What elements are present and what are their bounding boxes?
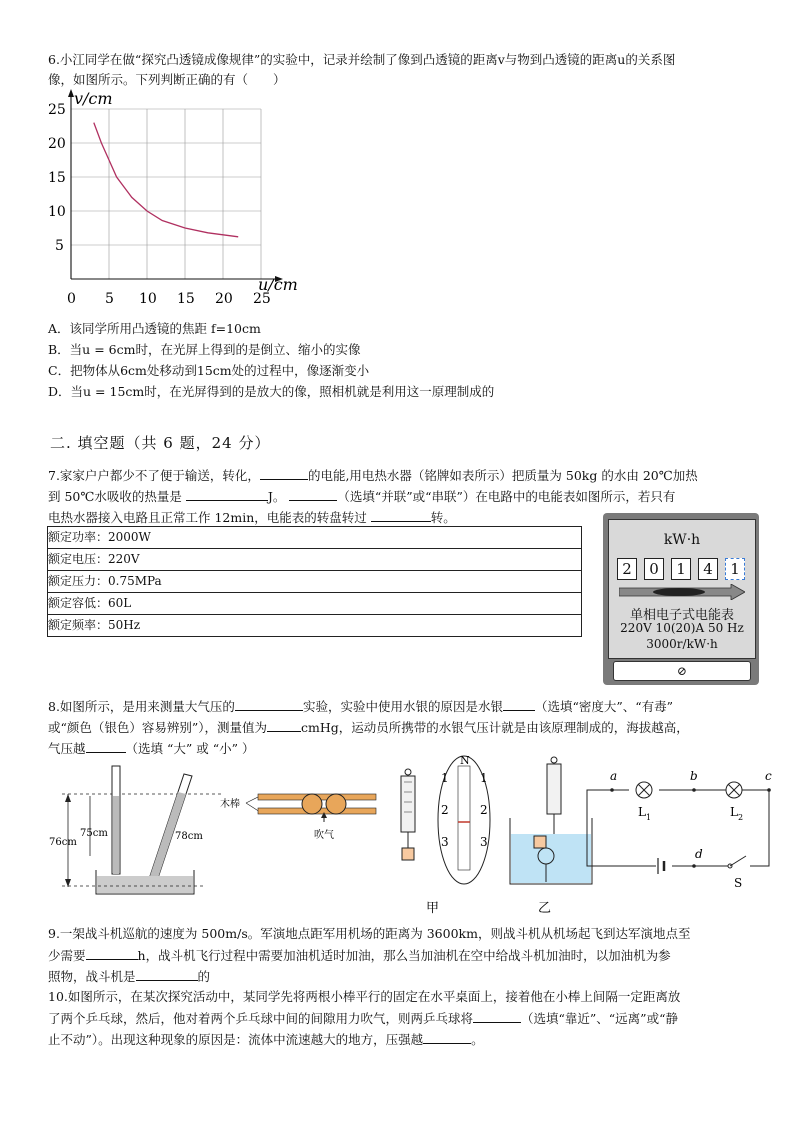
q9-text: h，战斗机飞行过程中需要加油机适时加油，那么当加油机在空中给战斗机加油时，以加油机为参 [137,948,671,963]
q10-text: 了两个乒乓球，然后，他对着两个乒乓球中间的间隙用力吹气，则两乒乓球将 [48,1011,474,1026]
meter-constant: 3000r/kW·h [646,637,718,651]
y-tick-label: 15 [48,170,66,186]
lamp-l2-label: L [730,805,738,819]
x-tick-label: 25 [253,291,271,307]
q8-blank-1[interactable] [235,697,303,711]
q8-figures [44,752,784,917]
q9-text: 的 [197,969,211,984]
y-axis-label: v/cm [74,89,113,108]
q8-blank-3[interactable] [267,718,301,732]
section-title: 二. 填空题（共 6 题，24 分） [50,434,271,452]
q10-text: 。 [471,1032,484,1047]
spring-scale-jia [401,754,490,916]
q6-option-b: B．当u = 6cm时，在光屏上得到的是倒立、缩小的实像 [48,342,361,357]
x-tick-label: 10 [139,291,157,307]
q9-line2 [48,946,671,965]
q9-text: 照物，战斗机是 [48,969,136,984]
q9-blank-2[interactable] [136,967,198,981]
lamp-l1-label: L [638,805,646,819]
lamp-l1-sub: 1 [646,813,652,822]
scale-num: 3 [441,835,449,849]
q7-text: （选填“并联”或“串联”）在电路中的电能表如图所示，若只有 [337,489,676,504]
meter-face [608,519,756,659]
heater-spec-table [47,526,582,637]
meter-unit: kW·h [663,532,701,548]
q8-blank-4[interactable] [86,739,126,753]
meter-digit: 2 [617,558,637,580]
y-tick-label: 20 [48,136,66,152]
q8-line2 [48,718,689,737]
chart-tick-labels [48,102,271,307]
q6-option-d: D．当u = 15cm时，在光屏得到的是放大的像，照相机就是利用这一原理制成的 [48,384,495,399]
meter-digit: 1 [671,558,691,580]
circuit-figure [587,769,772,890]
q10-line1: 10.如图所示，在某次探究活动中，某同学先将两根小棒平行的固定在水平桌面上，接着他在小棒上间隔一定距离放 [48,989,681,1004]
q10-blank-1[interactable] [473,1009,521,1023]
point-b: b [690,769,698,783]
scale-num: 1 [441,771,449,785]
q8-text: 气压越 [48,741,86,756]
x-tick-label: 0 [67,291,76,307]
chart-axes [68,89,283,282]
meter-rating: 220V 10(20)A 50 Hz [620,621,744,635]
point-c: c [765,769,772,783]
spec-frequency: 额定频率：50Hz [48,618,141,632]
spec-capacity: 额定容低：60L [48,593,581,615]
q8-text: 8.如图所示，是用来测量大气压的 [48,699,235,714]
meter-digit-last: 1 [725,558,745,580]
torricelli-figure [49,766,224,894]
q6-option-a: A．该同学所用凸透镜的焦距 f=10cm [48,321,261,336]
scale-n-label: N [460,754,470,767]
q6-stem-line1: 6.小江同学在做“探究凸透镜成像规律”的实验中，记录并绘制了像到凸透镜的距离v与物到凸透镜的距离u的关系图 [48,52,676,67]
switch-label: S [734,876,743,890]
q7-text: 转。 [430,510,456,525]
q9-text: 少需要 [48,948,86,963]
q8-text: （选填“密度大”、“有毒” [534,699,674,714]
q7-text: 到 50℃水吸收的热量是 [48,489,182,504]
q9-blank-1[interactable] [86,946,138,960]
point-a: a [610,769,618,783]
q8-line1 [48,697,673,716]
ping-pong-figure [220,794,376,841]
stick-label: 木棒 [220,799,240,810]
meter-name: 单相电子式电能表 [629,608,734,623]
q7-text: 7.家家户户都少不了便于输送，转化， [48,468,260,483]
q8-blank-2[interactable] [503,697,535,711]
lamp-l2-sub: 2 [738,813,744,822]
y-tick-label: 5 [55,238,64,254]
q10-line3 [48,1030,484,1049]
q8-text: 实验，实验中使用水银的原因是水银 [302,699,503,714]
meter-digit: 0 [644,558,664,580]
q9-line3 [48,967,210,986]
meter-digit: 4 [698,558,718,580]
spec-power: 额定功率：2000W [48,527,581,549]
label-jia: 甲 [426,901,440,916]
x-tick-label: 5 [105,291,114,307]
x-tick-label: 15 [177,291,195,307]
q7-text: 电热水器接入电路且正常工作 12min，电能表的转盘转过 [48,510,367,525]
q10-text: 止不动”）。出现这种现象的原因是：流体中流速越大的地方，压强越 [48,1032,424,1047]
scale-num: 2 [480,803,488,817]
q6-stem-line2: 像，如图所示。下列判断正确的有（ ） [48,72,286,87]
meter-disc-arrow-icon [619,584,745,600]
chart-grid [71,109,261,279]
q7-blank-3[interactable] [289,487,337,501]
spec-voltage: 额定电压：220V [48,549,581,571]
scale-num: 2 [441,803,449,817]
height-76-label: 76cm [49,837,77,848]
label-yi: 乙 [538,901,552,916]
q10-text: （选填“靠近”、“远离”或“静 [521,1011,678,1026]
uv-chart [44,88,314,320]
y-tick-label: 25 [48,102,66,118]
q8-text: cmHg，运动员所携带的水银气压计就是由该原理制成的，海拔越高， [301,720,689,735]
q7-line2 [48,487,675,506]
q10-line2 [48,1009,678,1028]
meter-slot-icon: ⊘ [613,661,751,681]
energy-meter [603,513,759,685]
q7-blank-2[interactable] [186,487,268,501]
scale-num: 3 [480,835,488,849]
q10-blank-2[interactable] [423,1030,471,1044]
y-tick-label: 10 [48,204,66,220]
point-d: d [695,847,703,861]
q7-text: 的电能,用电热水器（铭牌如表所示）把质量为 50kg 的水由 20℃加热 [307,468,698,483]
q9-line1: 9.一架战斗机巡航的速度为 500m/s。军演地点距军用机场的距离为 3600km，则战斗机从机场起飞到达军演地点至 [48,926,691,941]
x-axis-label: u/cm [258,275,298,294]
q7-blank-1[interactable] [260,466,308,480]
scale-num: 1 [480,771,488,785]
height-75-label: 75cm [80,828,108,839]
x-tick-label: 20 [215,291,233,307]
q6-option-c: C．把物体从6cm处移动到15cm处的过程中，像逐渐变小 [48,363,370,378]
q7-line3 [48,508,456,527]
spring-scale-yi [510,757,592,916]
q8-text: （选填 “大” 或 “小” ） [125,741,255,756]
q7-line1 [48,466,698,485]
uv-curve [94,123,238,237]
blow-label: 吹气 [314,830,334,841]
q7-blank-4[interactable] [371,508,431,522]
q7-text: J。 [267,489,286,504]
spec-pressure: 额定压力：0.75MPa [48,571,581,593]
q8-text: 或“颜色（银色）容易辨别”），测量值为 [48,720,268,735]
height-78-label: 78cm [175,831,203,842]
